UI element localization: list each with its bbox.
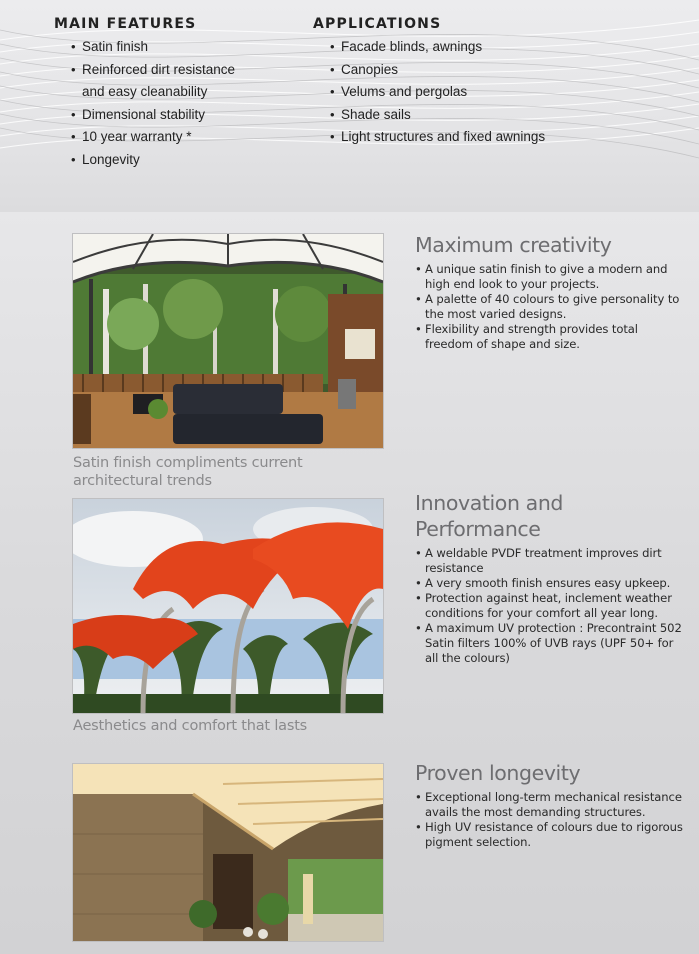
list-item: • Light structures and fixed awnings (330, 129, 546, 144)
bullet-item: • A maximum UV protection : Precontraint 502 Satin filters 100% of UVB rays (UPF 50+ for all the colours) (415, 621, 683, 666)
applications-heading: APPLICATIONS (313, 16, 442, 32)
bullet-item: • Protection against heat, inclement weather conditions for your comfort all year long. (415, 591, 683, 621)
bullet-item: • Exceptional long-term mechanical resistance avails the most demanding structures. (415, 790, 683, 820)
features-band (0, 0, 699, 212)
section-title: Proven longevity (415, 761, 581, 785)
list-item: • Canopies (330, 61, 399, 77)
list-item: • Shade sails (330, 106, 411, 122)
section-maximum-creativity (415, 232, 683, 352)
section-title: Innovation and Performance (415, 491, 564, 541)
list-item: • Reinforced dirt resistance (71, 61, 236, 77)
section-proven-longevity (415, 760, 683, 850)
photo-caption: Satin finish compliments current architectural trends (73, 455, 303, 489)
list-item: • Longevity (71, 151, 140, 167)
list-item-continuation: and easy cleanability (82, 84, 208, 99)
main-features-heading: MAIN FEATURES (54, 16, 197, 32)
photo-lit-canopy-house (72, 763, 384, 942)
applications-list (313, 16, 545, 149)
photo-terrace-canopy (72, 233, 384, 449)
section-innovation-performance (415, 490, 683, 666)
list-item: • 10 year warranty * (71, 129, 192, 144)
bullet-item: • Flexibility and strength provides total freedom of shape and size. (415, 322, 683, 352)
bullet-item: • High UV resistance of colours due to rigorous pigment selection. (415, 820, 683, 850)
section-title: Maximum creativity (415, 233, 612, 257)
main-features-list (54, 16, 235, 171)
photo-red-shade-umbrellas (72, 498, 384, 714)
list-item: • Dimensional stability (71, 106, 206, 122)
product-sections (0, 212, 699, 954)
photo-caption: Aesthetics and comfort that lasts (73, 718, 308, 734)
list-item: • Facade blinds, awnings (330, 39, 483, 54)
bullet-item: • A unique satin finish to give a modern and high end look to your projects. (415, 262, 683, 292)
bullet-item: • A palette of 40 colours to give personality to the most varied designs. (415, 292, 683, 322)
bullet-item: • A weldable PVDF treatment improves dirt resistance (415, 546, 683, 576)
bullet-item: • A very smooth finish ensures easy upkeep. (415, 576, 683, 591)
list-item: • Velums and pergolas (330, 84, 468, 99)
list-item: • Satin finish (71, 39, 149, 54)
